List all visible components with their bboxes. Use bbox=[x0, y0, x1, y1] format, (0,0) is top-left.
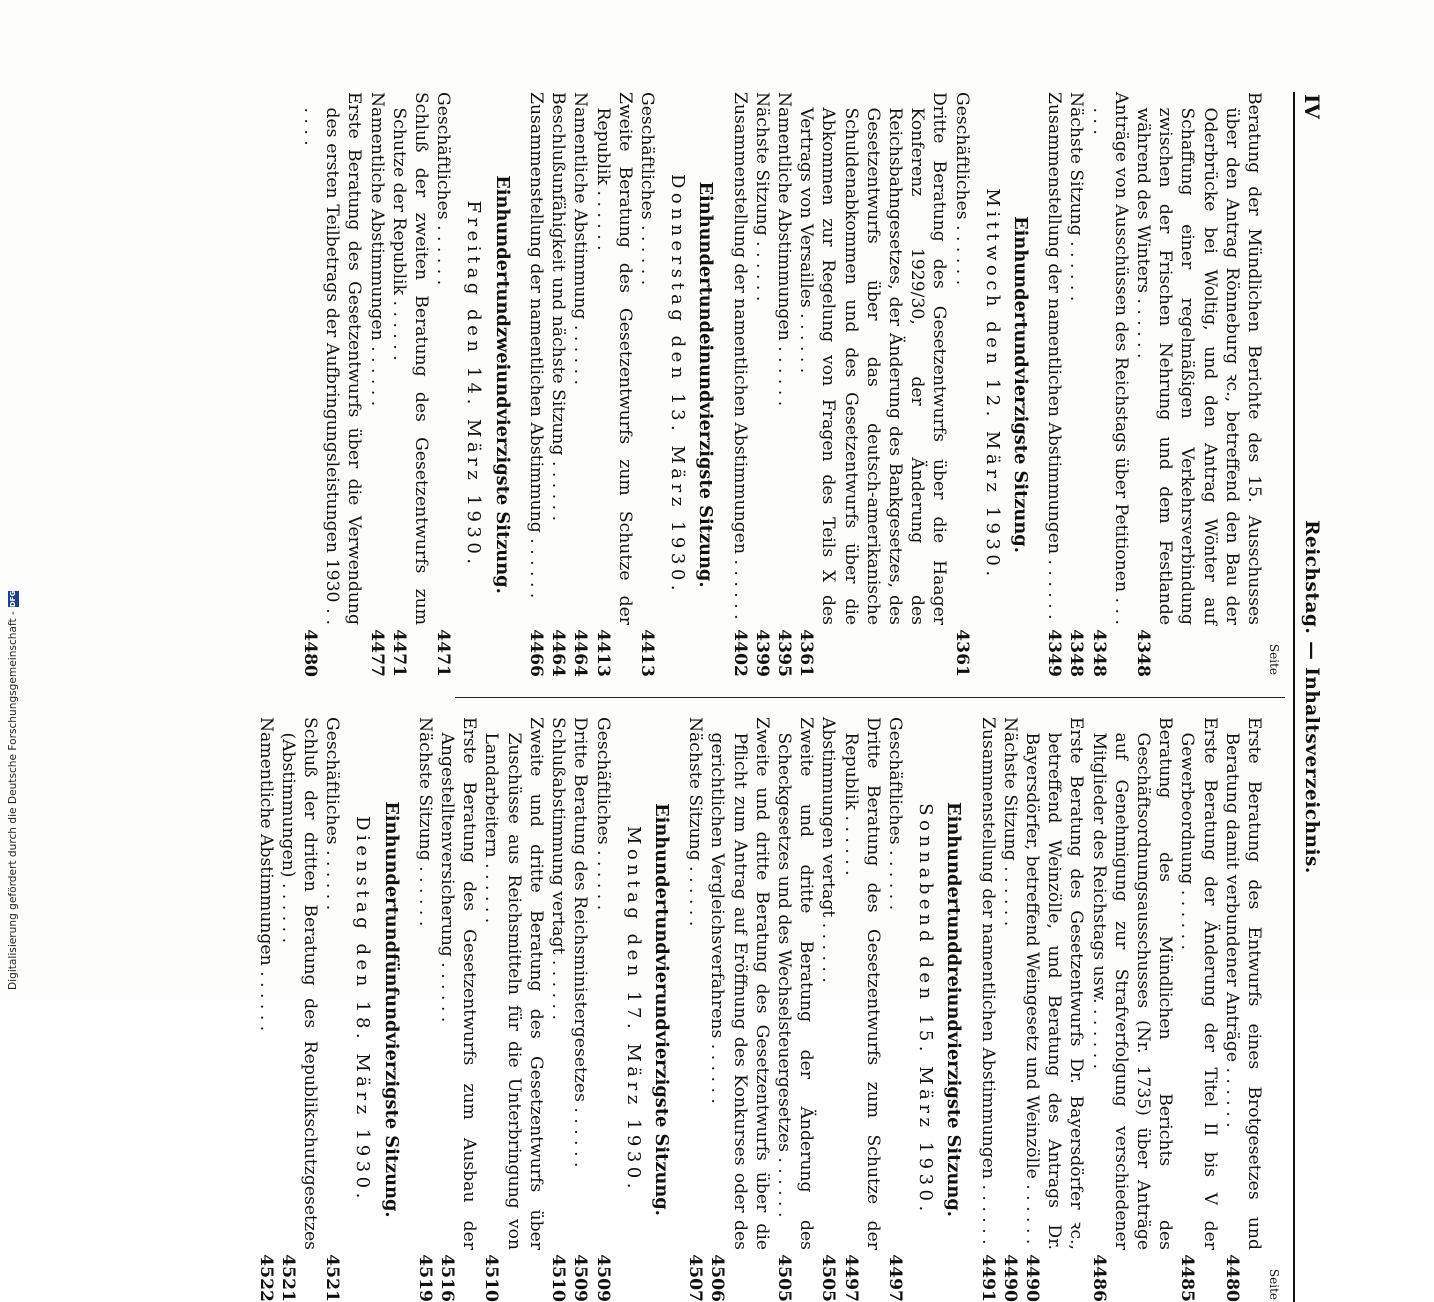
toc-entry-text: Erste Beratung des Entwurfs eines Brotgesetzes und Beratung damit verbundener Anträge . . . . . . bbox=[1221, 717, 1264, 1250]
seite-label: Seite bbox=[1267, 643, 1281, 675]
toc-entry[interactable] bbox=[976, 717, 998, 1302]
toc-entry-page: 4477 bbox=[366, 629, 387, 677]
seite-label: Seite bbox=[1267, 1268, 1281, 1300]
toc-entry-text: Zweite und dritte Beratung des Gesetzentwurfs über die Pflicht zum Antrag auf Eröffnung des Konkurses oder des gerichtlichen Vergleichsverfahrens . . . . . . bbox=[707, 717, 772, 1250]
toc-entry-text: Nächste Sitzung . . . . . . bbox=[1066, 92, 1087, 302]
toc-entry-page: 4505 bbox=[818, 1254, 839, 1302]
toc-entry-text: Zusammenstellung der namentlichen Abstimmungen . . . . . . bbox=[1044, 92, 1065, 620]
toc-entry-text: Zusammenstellung der namentlichen Abstimmung . . . . . . bbox=[525, 92, 546, 599]
session-heading: Einhundertundzweiundvierzigste Sitzung. bbox=[491, 175, 513, 594]
toc-entry-page: 4349 bbox=[1044, 629, 1065, 677]
toc-entry[interactable] bbox=[728, 92, 750, 677]
toc-entry[interactable] bbox=[751, 92, 773, 677]
session-heading: Einhundertunddreiundvierzigste Sitzung. bbox=[943, 802, 965, 1217]
toc-entry-page: 4399 bbox=[751, 629, 772, 677]
toc-entry-page: 4506 bbox=[707, 1254, 728, 1302]
toc-entry[interactable] bbox=[591, 92, 635, 677]
toc-entry-page: 4490 bbox=[1021, 1254, 1042, 1302]
toc-entry-page: 4509 bbox=[592, 1254, 613, 1302]
digitization-note-text: Digitalisierung gefördert durch die Deutsche Forschungsgemeinschaft - bbox=[7, 611, 19, 990]
toc-entry-page: 4497 bbox=[840, 1254, 861, 1302]
toc-entry-text: Geschäftliches . . . . . . bbox=[592, 717, 613, 911]
toc-entry[interactable] bbox=[1021, 717, 1088, 1302]
toc-entry-text: Nächste Sitzung . . . . . . bbox=[999, 717, 1020, 927]
toc-entry-page: 4464 bbox=[548, 629, 569, 677]
toc-entry[interactable] bbox=[480, 717, 547, 1302]
toc-entry[interactable] bbox=[1176, 717, 1220, 1302]
session-date: Montag den 17. März 1930. bbox=[622, 826, 644, 1193]
toc-entry-text: Zweite Beratung des Gesetzentwurfs zum Schutze der Republik . . . . . . bbox=[592, 92, 635, 625]
toc-entry-page: 4507 bbox=[685, 1254, 706, 1302]
toc-entry-text: Nächste Sitzung . . . . . . bbox=[751, 92, 772, 302]
toc-entry-text: Namentliche Abstimmungen . . . . . . bbox=[255, 717, 276, 1032]
toc-entry[interactable] bbox=[414, 717, 436, 1302]
toc-entry-page: 4480 bbox=[300, 629, 321, 677]
toc-entry-page: 4413 bbox=[636, 629, 657, 677]
toc-entry-text: Beratung der Mündlichen Berichte des 15. Ausschusses über den Antrag Rönneburg ꝛc., betreffend den Bau der Oderbrücke bei Woltig, und den Antrag Wönter auf Schaffung einer regelmäßigen Verkehrsverbindung zwischen der Frischen Nehrung und dem Festlande während des Winters . . . . . . bbox=[1132, 92, 1264, 625]
toc-entry-page: 4471 bbox=[388, 629, 409, 677]
right-column bbox=[254, 717, 1281, 1302]
toc-entry-text: Zusammenstellung der namentlichen Abstimmungen . . . . . . bbox=[729, 92, 750, 620]
toc-entry[interactable] bbox=[388, 92, 432, 677]
toc-entry-page: 4490 bbox=[999, 1254, 1020, 1302]
toc-entry-page: 4348 bbox=[1132, 629, 1153, 677]
session-heading: Einhundertundfünfundvierzigste Sitzung. bbox=[380, 801, 402, 1218]
toc-entry[interactable] bbox=[1065, 92, 1087, 677]
toc-entry[interactable] bbox=[547, 92, 569, 677]
toc-entry[interactable] bbox=[999, 717, 1021, 1302]
dfg-logo-icon: DFG bbox=[8, 590, 17, 608]
column-divider bbox=[455, 697, 1285, 698]
left-column bbox=[299, 92, 1281, 677]
toc-entry-text: Beschlußunfähigkeit und nächste Sitzung . . . . . . bbox=[548, 92, 569, 522]
toc-entry-text: Zweite und dritte Beratung des Gesetzentwurfs über Zuschüsse aus Reichsmitteln für die Unterbringung von Landarbeitern . . . . . . bbox=[481, 717, 546, 1250]
toc-entry[interactable] bbox=[817, 717, 839, 1302]
toc-entry[interactable] bbox=[1043, 92, 1065, 677]
toc-entry[interactable] bbox=[773, 92, 795, 677]
toc-entry-page: 4395 bbox=[773, 629, 794, 677]
toc-entry[interactable] bbox=[569, 717, 591, 1302]
toc-entry-page: 4464 bbox=[570, 629, 591, 677]
toc-entry-text: Erste Beratung des Gesetzentwurfs Dr. Bayersdörfer ꝛc., betreffend Weinzölle, und Beratung des Antrags Dr. Bayersdörfer, betreffend Weingesetz und Weinzölle . . . . . . bbox=[1021, 717, 1087, 1250]
toc-entry-text: Zweite und dritte Beratung der Änderung des Scheckgesetzes und des Wechselsteuergesetzes . . . . . . bbox=[773, 717, 817, 1250]
toc-entry-text: Beratung des Mündlichen Berichts des Geschäftsordnungsausschusses (Nr. 1735) über Anträge auf Genehmigung zur Strafverfolgung verschiedener Mitglieder des Reichstags usw. . . . . . . bbox=[1088, 717, 1176, 1250]
toc-entry-page: 4521 bbox=[322, 1254, 343, 1302]
toc-entry-page: 4519 bbox=[414, 1254, 435, 1302]
toc-entry-text: Erste Beratung des Gesetzentwurfs über die Verwendung des ersten Teilbetrags der Aufbringungsleistungen 1930 . . . . . . bbox=[300, 92, 365, 625]
page-title: Reichstag. — Inhaltsverzeichnis. bbox=[1301, 520, 1322, 874]
session-date: Donnerstag den 13. März 1930. bbox=[667, 174, 689, 595]
toc-entry-text: Dritte Beratung des Gesetzentwurfs über die Haager Konferenz 1929/30, der Änderung des Reichsbahngesetzes, der Änderung des Bankgesetzes, des Gesetzentwurfs über das deutsch-amerikanische Schuldenabkommen und des Gesetzentwurfs über die Abkommen zur Regelung von Fragen des Teils X des Vertrags von Versailles . . . . . . bbox=[796, 92, 950, 625]
toc-entry[interactable] bbox=[277, 717, 321, 1302]
toc-entry-text: Erste Beratung der Änderung der Titel II bis V der Gewerbeordnung . . . . . . bbox=[1177, 717, 1220, 1250]
toc-entry-page: 4471 bbox=[433, 629, 454, 677]
toc-entry-page: 4361 bbox=[951, 629, 972, 677]
page-header bbox=[1293, 92, 1325, 1302]
toc-entry-text: Namentliche Abstimmung . . . . . . bbox=[570, 92, 591, 385]
toc-entry[interactable] bbox=[636, 92, 658, 677]
toc-entry-page: 4516 bbox=[437, 1254, 458, 1302]
toc-entry-text: Nächste Sitzung . . . . . . bbox=[685, 717, 706, 927]
toc-entry-text: Dritte Beratung des Gesetzentwurfs zum Schutze der Republik . . . . . . bbox=[840, 717, 883, 1250]
toc-entry[interactable] bbox=[299, 92, 366, 677]
toc-entry[interactable] bbox=[321, 717, 343, 1302]
session-date: Mittwoch den 12. März 1930. bbox=[981, 188, 1003, 581]
toc-entry-text: Erste Beratung des Gesetzentwurfs zum Ausbau der Angestelltenversicherung . . . . . . bbox=[437, 717, 480, 1250]
toc-entry-text: Namentliche Abstimmungen . . . . . . bbox=[773, 92, 794, 407]
toc-entry[interactable] bbox=[1221, 717, 1265, 1302]
page-number: IV bbox=[1300, 94, 1324, 119]
digitization-note bbox=[4, 590, 26, 990]
toc-entry-text: Namentliche Abstimmungen . . . . . . bbox=[366, 92, 387, 407]
toc-entry-text: Schlußabstimmung vertagt . . . . . . bbox=[548, 717, 569, 1020]
toc-entry-page: 4348 bbox=[1088, 629, 1109, 677]
toc-entry-page: 4497 bbox=[884, 1254, 905, 1302]
toc-entry[interactable] bbox=[436, 717, 480, 1302]
toc-entry-text: Schluß der zweiten Beratung des Gesetzentwurfs zum Schutze der Republik . . . . . . bbox=[388, 92, 432, 625]
session-date: Sonnabend den 15. März 1930. bbox=[915, 803, 937, 1216]
toc-entry-page: 4491 bbox=[977, 1254, 998, 1302]
toc-entry[interactable] bbox=[950, 92, 972, 677]
toc-entry[interactable] bbox=[684, 717, 706, 1302]
session-date: Freitag den 14. März 1930. bbox=[463, 200, 485, 569]
toc-entry[interactable] bbox=[591, 717, 613, 1302]
toc-entry[interactable] bbox=[547, 717, 569, 1302]
toc-entry-page: 4521 bbox=[277, 1254, 298, 1302]
toc-entry-text: Dritte Beratung des Reichsministergesetzes . . . . . . bbox=[570, 717, 591, 1168]
toc-entry-text: Geschäftliches . . . . . . bbox=[884, 717, 905, 911]
toc-entry-page: 4486 bbox=[1088, 1254, 1109, 1302]
toc-entry-page: 4522 bbox=[255, 1254, 276, 1302]
session-heading: Einhundertundvierundvierzigste Sitzung. bbox=[650, 803, 672, 1216]
toc-entry-page: 4510 bbox=[548, 1254, 569, 1302]
toc-entry[interactable] bbox=[706, 717, 773, 1302]
toc-entry[interactable] bbox=[365, 92, 387, 677]
toc-entry-text: Schluß der dritten Beratung des Republikschutzgesetzes (Abstimmungen) . . . . . . bbox=[277, 717, 321, 1250]
toc-entry[interactable] bbox=[1132, 92, 1265, 677]
toc-entry-text: Abstimmungen vertagt . . . . . . bbox=[818, 717, 839, 983]
toc-entry[interactable] bbox=[1087, 92, 1131, 677]
toc-entry[interactable] bbox=[795, 92, 950, 677]
toc-entry-text: Geschäftliches . . . . . . bbox=[322, 717, 343, 911]
toc-entry[interactable] bbox=[884, 717, 906, 1302]
toc-entry-page: 4466 bbox=[525, 629, 546, 677]
toc-entry[interactable] bbox=[1087, 717, 1176, 1302]
toc-entry-page: 4348 bbox=[1066, 629, 1087, 677]
rotated-document-page bbox=[115, 92, 1325, 1302]
toc-entry-page: 4480 bbox=[1221, 1254, 1242, 1302]
toc-entry-text: Geschäftliches . . . . . . bbox=[433, 92, 454, 286]
toc-entry-page: 4413 bbox=[592, 629, 613, 677]
toc-entry-page: 4402 bbox=[729, 629, 750, 677]
toc-entry[interactable] bbox=[254, 717, 276, 1302]
session-date: Dienstag den 18. März 1930. bbox=[352, 816, 374, 1203]
toc-entry[interactable] bbox=[432, 92, 454, 677]
toc-entry-text: Geschäftliches . . . . . . bbox=[951, 92, 972, 286]
toc-entry-text: Nächste Sitzung . . . . . . bbox=[414, 717, 435, 927]
toc-entry[interactable] bbox=[569, 92, 591, 677]
toc-entry[interactable] bbox=[773, 717, 817, 1302]
toc-entry[interactable] bbox=[525, 92, 547, 677]
session-heading: Einhundertundeinundvierzigste Sitzung. bbox=[695, 181, 717, 588]
toc-entry-text: Geschäftliches . . . . . . bbox=[636, 92, 657, 286]
toc-entry-page: 4361 bbox=[796, 629, 817, 677]
toc-entry[interactable] bbox=[839, 717, 883, 1302]
toc-entry-page: 4510 bbox=[481, 1254, 502, 1302]
session-heading: Einhundertundvierzigste Sitzung. bbox=[1009, 216, 1031, 553]
toc-entry-page: 4509 bbox=[570, 1254, 591, 1302]
toc-entry-page: 4485 bbox=[1177, 1254, 1198, 1302]
toc-entry-text: Anträge von Ausschüssen des Reichstags über Petitionen . . . . . . bbox=[1088, 92, 1131, 625]
toc-entry-text: Zusammenstellung der namentlichen Abstimmungen . . . . . . bbox=[977, 717, 998, 1245]
toc-entry-page: 4505 bbox=[773, 1254, 794, 1302]
